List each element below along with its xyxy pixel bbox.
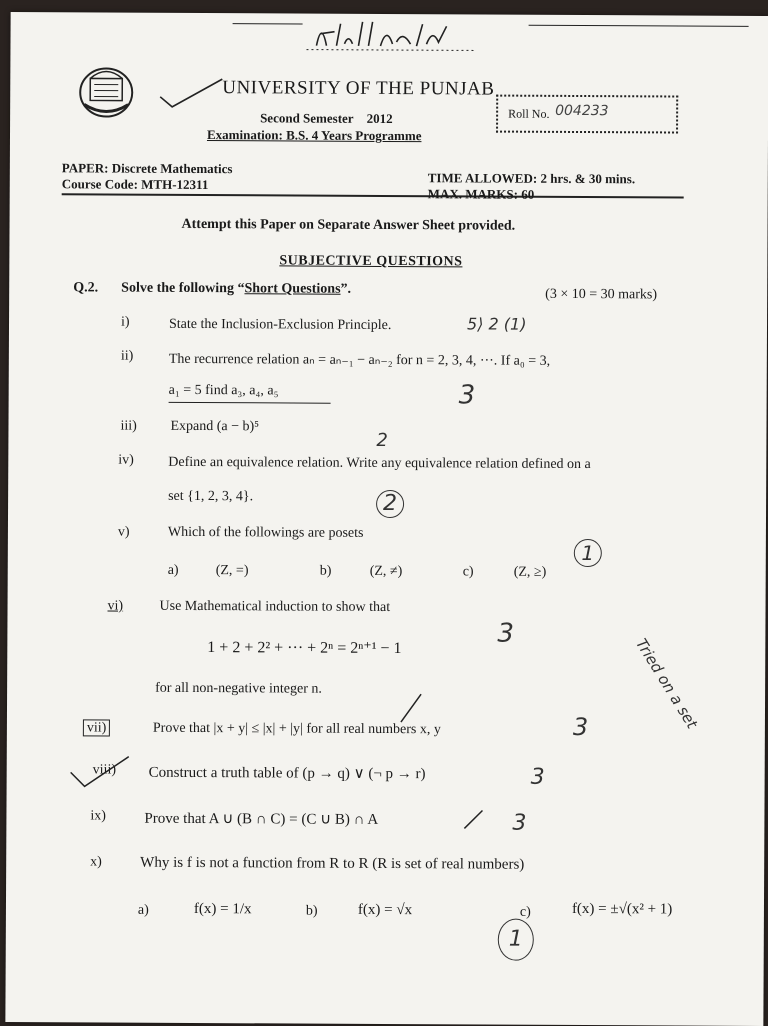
item-v-opt-a: (Z, =): [215, 563, 249, 579]
item-x-opt-a-label: a): [137, 902, 149, 918]
university-crest-icon: [76, 60, 136, 120]
item-x-number: x): [90, 854, 102, 870]
item-vii-mark: 3: [572, 712, 589, 742]
signature-icon: [306, 16, 486, 57]
item-vi-mark: 3: [497, 618, 515, 649]
item-x-opt-b: f(x) = √x: [357, 901, 413, 919]
item-v-number: v): [117, 524, 130, 540]
university-name: UNIVERSITY OF THE PUNJAB: [222, 77, 495, 100]
item-v-text: Which of the followings are posets: [167, 524, 364, 541]
question-number: Q.2.: [73, 280, 99, 296]
question-heading: Solve the following “Short Questions”.: [121, 280, 352, 297]
item-v-opt-b: (Z, ≠): [369, 563, 403, 580]
item-vi-formula: 1 + 2 + 2² + ··· + 2ⁿ = 2ⁿ⁺¹ − 1: [207, 639, 402, 658]
item-iv-circle: 2: [376, 490, 404, 518]
item-ii-mark: 3: [458, 380, 476, 411]
item-ii-number: ii): [120, 348, 134, 364]
item-iv-mark: 2: [376, 429, 388, 452]
item-x-opt-c-label: c): [519, 904, 531, 920]
roll-value: 004233: [555, 102, 609, 120]
item-vi-number: vi): [107, 598, 124, 614]
roll-number-box: [496, 95, 678, 134]
item-v-opt-c: (Z, ≥): [513, 564, 547, 580]
item-v-opt-b-label: b): [319, 563, 332, 579]
item-iv-number: iv): [118, 452, 134, 468]
signature-line-right: [529, 25, 749, 27]
item-viii-text: Construct a truth table of (p → q) ∨ (¬ p → r): [148, 764, 426, 783]
item-x-text: Why is f is not a function from R to R (R is set of real numbers): [140, 854, 525, 873]
item-x-opt-a: f(x) = 1/x: [193, 900, 252, 918]
item-vi-text-1: Use Mathematical induction to show that: [159, 598, 391, 616]
semester: Second Semester 2012: [260, 110, 393, 127]
item-x-opt-b-label: b): [305, 903, 318, 919]
max-marks: MAX. MARKS: 60: [427, 186, 535, 202]
check-mark-icon: [158, 75, 228, 111]
roll-label: Roll No.: [508, 106, 550, 121]
paper-title: PAPER: Discrete Mathematics: [61, 160, 233, 177]
signature-line-left: [233, 23, 303, 24]
course-code: Course Code: MTH-12311: [61, 176, 209, 193]
item-iii-text: Expand (a − b)⁵: [170, 418, 260, 435]
item-ix-text: Prove that A ∪ (B ∩ C) = (C ∪ B) ∩ A: [144, 810, 379, 828]
item-v-circle: 1: [574, 539, 602, 567]
question-marks: (3 × 10 = 30 marks): [545, 286, 658, 303]
handwritten-signature: [306, 16, 486, 63]
item-i-number: i): [120, 314, 130, 330]
item-v-opt-a-label: a): [167, 562, 179, 578]
header-divider: [62, 193, 684, 198]
item-ix-mark: 3: [512, 810, 527, 836]
examination: Examination: B.S. 4 Years Programme: [206, 127, 422, 144]
item-ii-text-1: The recurrence relation aₙ = aₙ₋₁ − aₙ₋₂ for n = 2, 3, 4, ···. If a₀ = 3,: [168, 351, 551, 369]
exam-paper: [5, 12, 768, 1026]
section-title: SUBJECTIVE QUESTIONS: [279, 253, 463, 270]
item-iv-text-2: set {1, 2, 3, 4}.: [168, 488, 254, 505]
item-iv-text-1: Define an equivalence relation. Write any equivalence relation defined on a: [168, 454, 591, 473]
item-viii-number: viii): [92, 762, 117, 778]
item-vii-text: Prove that |x + y| ≤ |x| + |y| for all real numbers x, y: [152, 720, 441, 738]
item-iii-number: iii): [120, 418, 137, 434]
item-i-mark: 5⟩ 2 (1): [466, 314, 527, 334]
item-x-opt-c: f(x) = ±√(x² + 1): [571, 900, 673, 918]
item-vi-text-2: for all non-negative integer n.: [155, 680, 322, 697]
item-i-text: State the Inclusion-Exclusion Principle.: [168, 316, 392, 334]
item-x-circle: 1: [498, 919, 534, 961]
item-ii-text-2: a₁ = 5 find a₃, a₄, a₅: [168, 382, 279, 399]
instruction: Attempt this Paper on Separate Answer Sheet provided.: [181, 216, 516, 234]
time-allowed: TIME ALLOWED: 2 hrs. & 30 mins.: [427, 170, 636, 187]
slash-mark-icon: [397, 690, 427, 726]
tick-mark-icon: [67, 752, 137, 792]
item-ix-number: ix): [90, 808, 107, 824]
item-v-opt-c-label: c): [462, 564, 474, 580]
slash-mark-icon-2: [460, 806, 486, 832]
side-note: Tried on a set: [632, 635, 702, 732]
item-vii-number: vii): [83, 720, 111, 736]
item-ii-underline: [169, 402, 331, 404]
item-viii-mark: 3: [530, 764, 545, 790]
